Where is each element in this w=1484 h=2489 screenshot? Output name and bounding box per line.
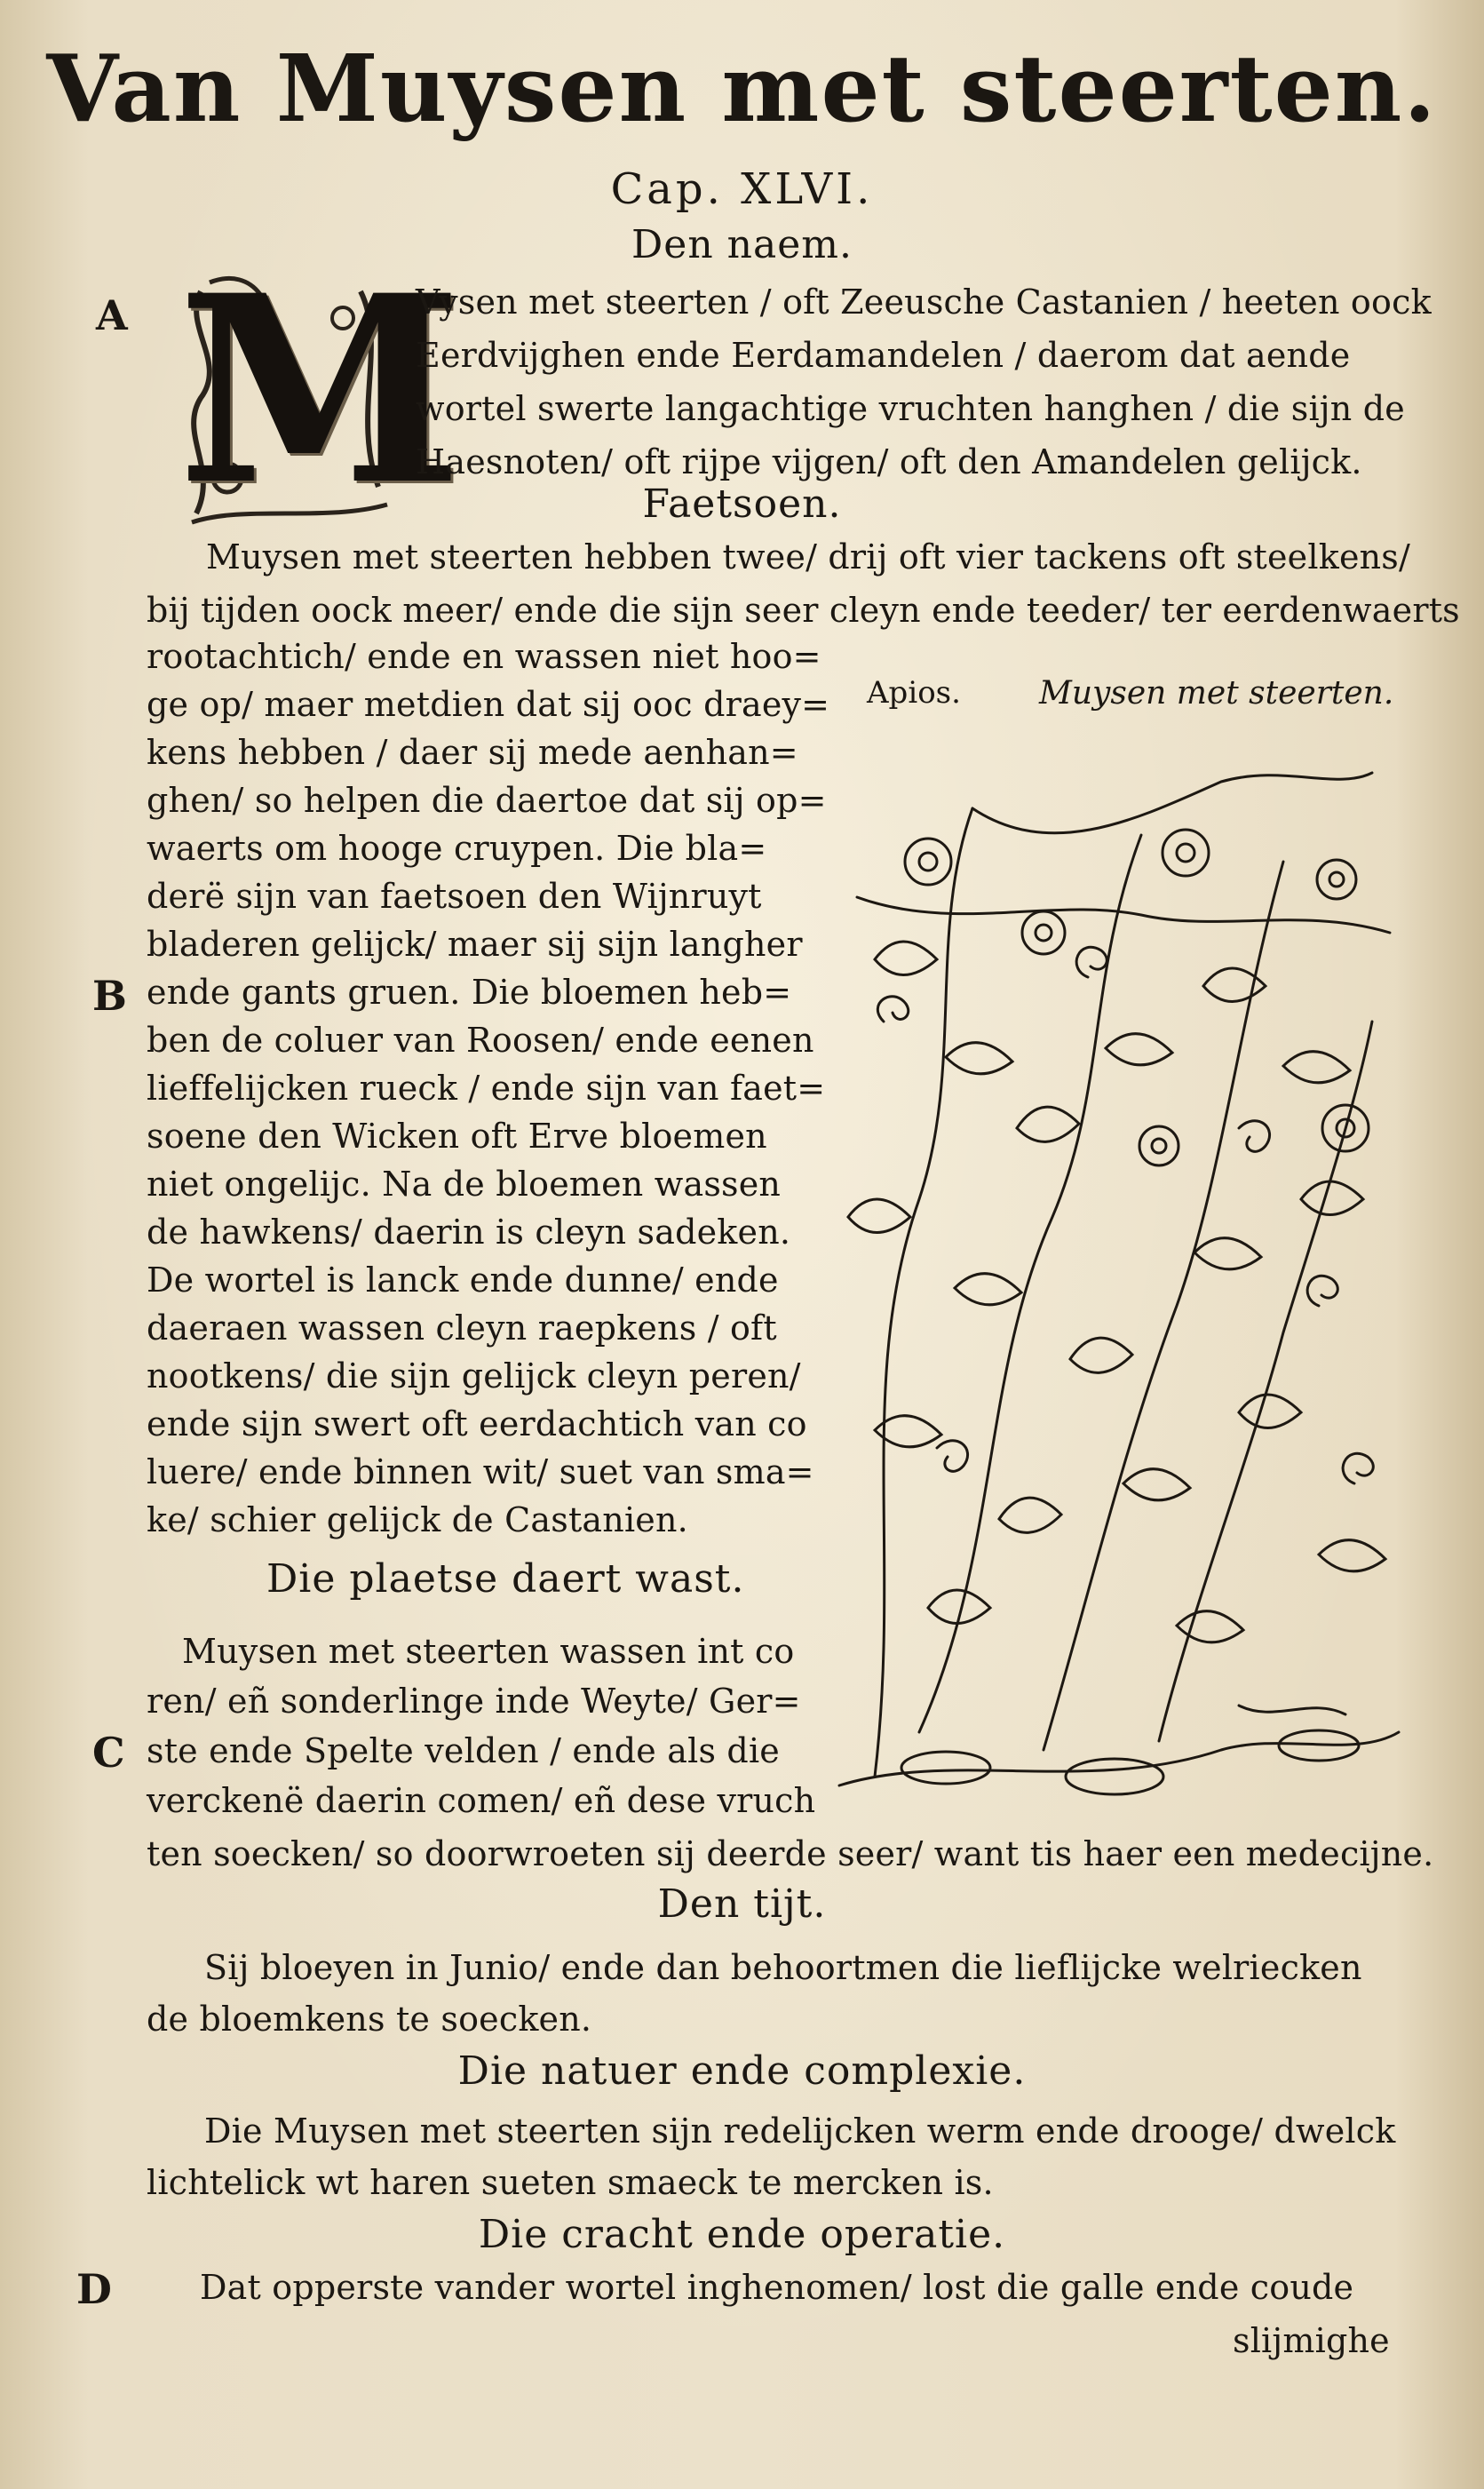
- text-line: Vysen met steerten / oft Zeeusche Castanien / heeten oock: [416, 282, 1432, 322]
- chapter-number: Cap. XLVI.: [610, 164, 874, 214]
- text-line: Haesnoten/ oft rijpe vijgen/ oft den Amandelen gelijck.: [416, 442, 1362, 481]
- text-line: niet ongelijc. Na de bloemen wassen: [147, 1165, 782, 1204]
- text-line: wortel swerte langachtige vruchten hanghen / die sijn de: [416, 389, 1405, 428]
- figure-caption-latin: Apios.: [867, 675, 961, 711]
- text-line: ghen/ so helpen die daertoe dat sij op=: [147, 781, 827, 820]
- text-line: kens hebben / daer sij mede aenhan=: [147, 733, 798, 772]
- text-line: lichtelick wt haren sueten smaeck te mercken is.: [147, 2163, 994, 2202]
- text-line: Muysen met steerten wassen int co: [182, 1632, 795, 1671]
- text-line: Eerdvijghen ende Eerdamandelen / daerom dat aende: [416, 336, 1351, 375]
- margin-letter-a: A: [96, 291, 128, 339]
- text-line: ren/ eñ sonderlinge inde Weyte/ Ger=: [147, 1682, 801, 1721]
- text-line: nootkens/ die sijn gelijck cleyn peren/: [147, 1356, 801, 1396]
- section-heading-power: Die cracht ende operatie.: [478, 2212, 1006, 2257]
- section-heading-place: Die plaetse daert wast.: [266, 1556, 745, 1602]
- text-line: Sij bloeyen in Junio/ ende dan behoortmen die lieflijcke welriecken: [204, 1948, 1362, 1987]
- page-title: Van Muysen met steerten.: [46, 34, 1438, 143]
- text-line: lieffelijcken rueck / ende sijn van faet=: [147, 1069, 826, 1108]
- text-line: Muysen met steerten hebben twee/ drij oft vier tackens oft steelkens/: [206, 537, 1411, 577]
- text-line: bladeren gelijck/ maer sij sijn langher: [147, 925, 803, 964]
- drop-cap-letter: M: [178, 240, 464, 542]
- text-line: soene den Wicken oft Erve bloemen: [147, 1117, 767, 1156]
- text-line: de hawkens/ daerin is cleyn sadeken.: [147, 1213, 791, 1252]
- text-line: rootachtich/ ende en wassen niet hoo=: [147, 637, 821, 676]
- text-line: Die Muysen met steerten sijn redelijcken werm ende drooge/ dwelck: [204, 2111, 1396, 2151]
- margin-letter-c: C: [92, 1729, 125, 1777]
- figure-caption-vernacular: Muysen met steerten.: [1039, 675, 1394, 712]
- text-line: ben de coluer van Roosen/ ende eenen: [147, 1021, 814, 1060]
- text-line: daeraen wassen cleyn raepkens / oft: [147, 1308, 777, 1348]
- text-line: de bloemkens te soecken.: [147, 2000, 592, 2039]
- text-line: waerts om hooge cruypen. Die bla=: [147, 829, 767, 868]
- text-line: ke/ schier gelijck de Castanien.: [147, 1500, 688, 1539]
- text-line: Dat opperste vander wortel inghenomen/ lost die galle ende coude: [200, 2268, 1354, 2307]
- section-heading-time: Den tijt.: [657, 1881, 827, 1927]
- catchword: slijmighe: [1233, 2321, 1390, 2360]
- section-heading-nature: Die natuer ende complexie.: [457, 2048, 1027, 2094]
- text-line: bij tijden oock meer/ ende die sijn seer cleyn ende teeder/ ter eerdenwaerts: [147, 591, 1460, 630]
- text-line: De wortel is lanck ende dunne/ ende: [147, 1260, 779, 1300]
- text-line: ende gants gruen. Die bloemen heb=: [147, 973, 792, 1012]
- text-line: ste ende Spelte velden / ende als die: [147, 1731, 780, 1770]
- text-line: verckenë daerin comen/ eñ dese vruch: [147, 1781, 816, 1820]
- text-line: derë sijn van faetsoen den Wijnruyt: [147, 877, 762, 916]
- text-line: ge op/ maer metdien dat sij ooc draey=: [147, 685, 830, 724]
- section-heading-form: Faetsoen.: [642, 481, 842, 527]
- text-line: ten soecken/ so doorwroeten sij deerde seer/ want tis haer een medecijne.: [147, 1834, 1434, 1873]
- text-line: ende sijn swert oft eerdachtich van co: [147, 1404, 807, 1443]
- section-heading-name: Den naem.: [631, 222, 853, 267]
- margin-letter-d: D: [76, 2265, 112, 2313]
- plant-woodcut-illustration: [821, 755, 1408, 1812]
- text-line: luere/ ende binnen wit/ suet van sma=: [147, 1452, 814, 1491]
- margin-letter-b: B: [92, 972, 127, 1020]
